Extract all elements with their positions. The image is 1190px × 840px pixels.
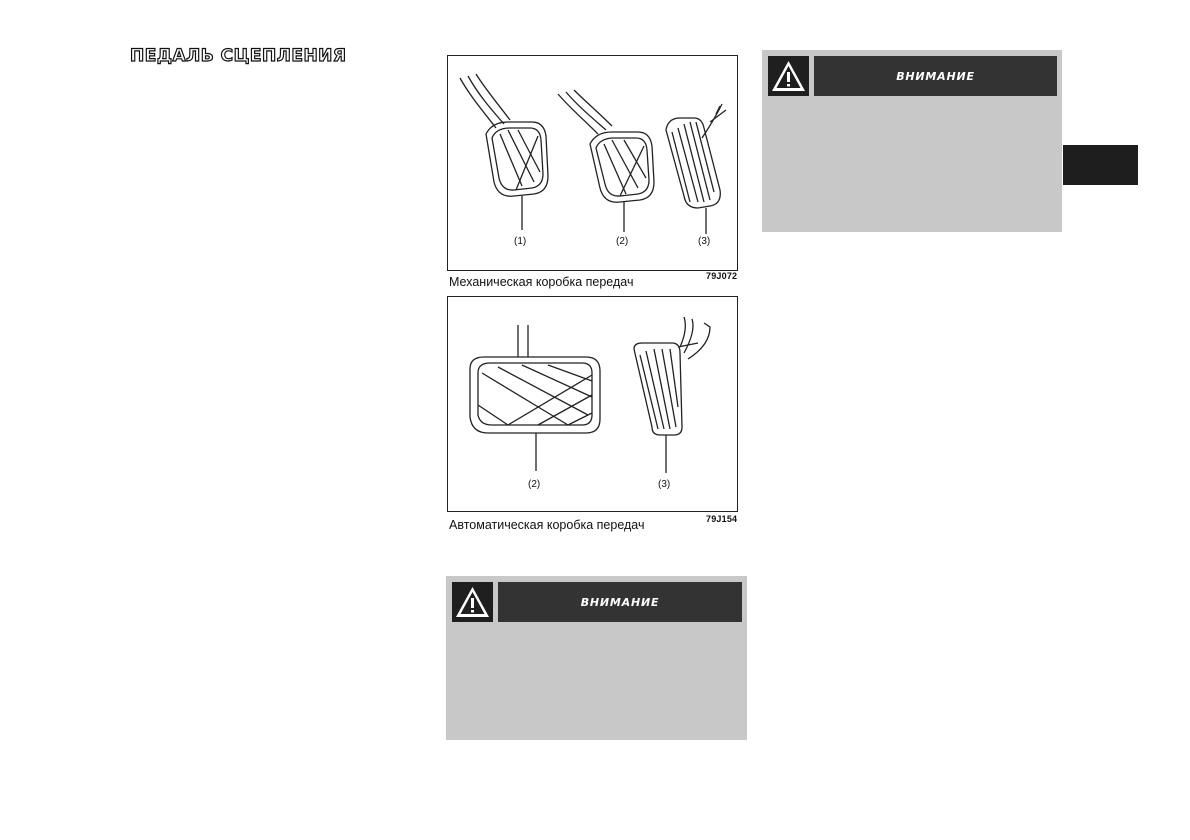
pedal-3-label: (3): [698, 236, 711, 247]
warning-triangle-icon: [452, 582, 493, 622]
warning-triangle-icon: [768, 56, 809, 96]
automatic-pedals-figure: [447, 296, 738, 512]
automatic-figure-code: 79J154: [706, 514, 738, 524]
warning-box-2: [446, 576, 747, 740]
manual-figure-code: 79J072: [706, 271, 738, 281]
warning-box-1: [762, 50, 1062, 232]
accelerator-pedal-label: (3): [658, 479, 671, 490]
warning-title: ВНИМАНИЕ: [498, 582, 742, 622]
pedal-1-label: (1): [514, 236, 527, 247]
manual-caption: Механическая коробка передач: [449, 275, 634, 289]
pedal-2-label: (2): [616, 236, 629, 247]
manual-pedals-figure: [447, 55, 738, 271]
brake-pedal-label: (2): [528, 479, 541, 490]
chapter-tab: [1063, 145, 1138, 185]
section-title: ПЕДАЛЬ СЦЕПЛЕНИЯ: [130, 46, 347, 66]
automatic-caption: Автоматическая коробка передач: [449, 518, 645, 532]
warning-title: ВНИМАНИЕ: [814, 56, 1057, 96]
